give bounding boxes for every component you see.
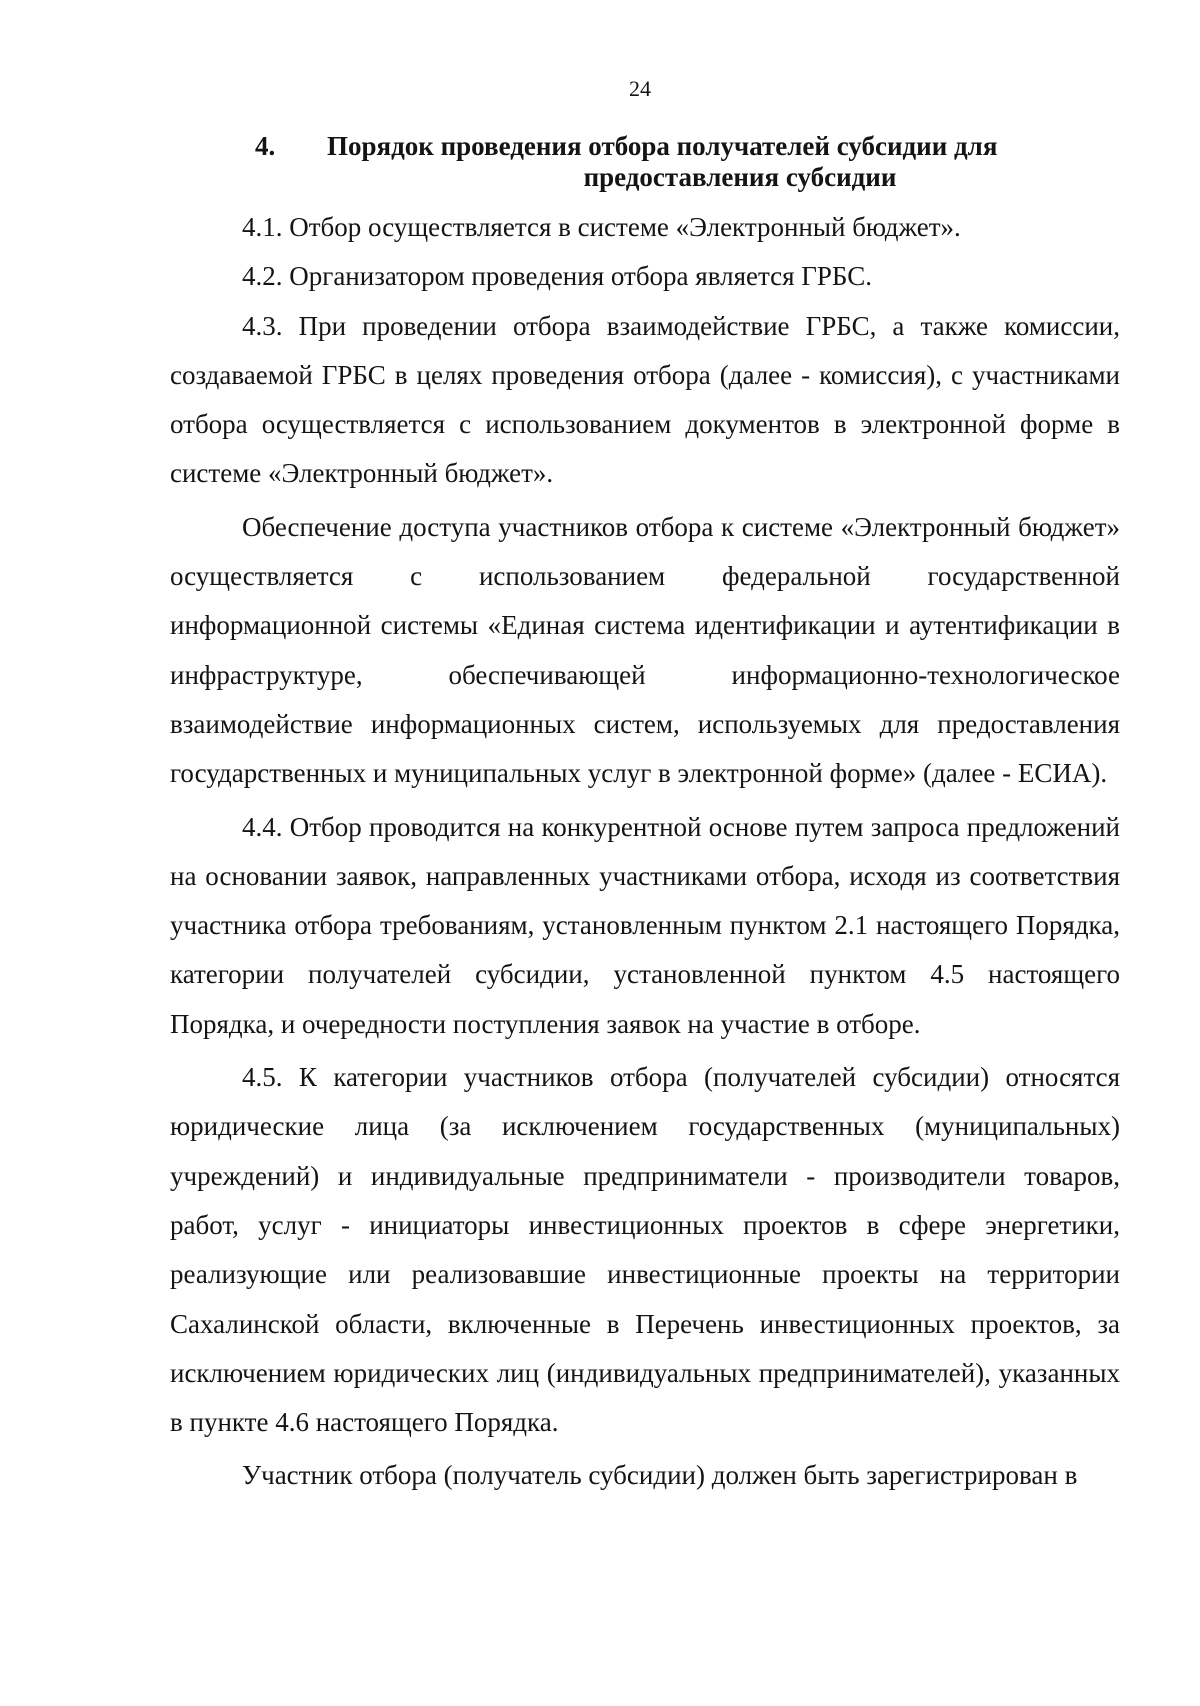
paragraph-4-1: 4.1. Отбор осуществляется в системе «Электронный бюджет». bbox=[242, 212, 961, 242]
section-number: 4. bbox=[255, 131, 276, 161]
paragraph-esia-access: Обеспечение доступа участников отбора к системе «Электронный бюджет» осуществляется с использованием федеральной государственной информационной системы «Единая система идентификации и аутентификации в инфраструктуре, обеспечивающей информационно-технологическое взаимодействие информационных систем, используемых для предоставления государственных и муниципальных услуг в электронной форме» (далее - ЕСИА). bbox=[170, 511, 1120, 789]
paragraph-4-3: 4.3. При проведении отбора взаимодействие ГРБС, а также комиссии, создаваемой ГРБС в целях проведения отбора (далее - комиссия), с участниками отбора осуществляется с использованием документов в электронной форме в системе «Электронный бюджет». bbox=[170, 310, 1120, 489]
page-number: 24 bbox=[629, 76, 651, 101]
section-title-part2: предоставления субсидии bbox=[583, 162, 897, 192]
paragraph-4-2: 4.2. Организатором проведения отбора является ГРБС. bbox=[242, 261, 872, 292]
paragraph-4-5: 4.5. К категории участников отбора (получателей субсидии) относятся юридические лица (за исключением государственных (муниципальных) учреждений) и индивидуальные предприниматели - производители товаров, работ, услуг - инициаторы инвестиционных проектов в сфере энергетики, реализующие или реализовавшие инвестиционные проекты на территории Сахалинской области, включенные в Перечень инвестиционных проектов, за исключением юридических лиц (индивидуальных предпринимателей), указанных в пункте 4.6 настоящего Порядка. bbox=[170, 1062, 1120, 1438]
paragraph-registration: Участник отбора (получатель субсидии) должен быть зарегистрирован в bbox=[242, 1460, 1078, 1491]
section-title-part1: Порядок проведения отбора получателей субсидии для bbox=[327, 131, 998, 161]
body-text bbox=[170, 203, 1120, 1501]
section-heading-line1 bbox=[255, 131, 1125, 162]
paragraph-4-4: 4.4. Отбор проводится на конкурентной основе путем запроса предложений на основании заявок, направленных участниками отбора, исходя из соответствия участника отбора требованиям, установленным пунктом 2.1 настоящего Порядка, категории получателей субсидии, установленной пунктом 4.5 настоящего Порядка, и очередности поступления заявок на участие в отборе. bbox=[170, 811, 1120, 1039]
section-heading bbox=[255, 131, 1125, 193]
